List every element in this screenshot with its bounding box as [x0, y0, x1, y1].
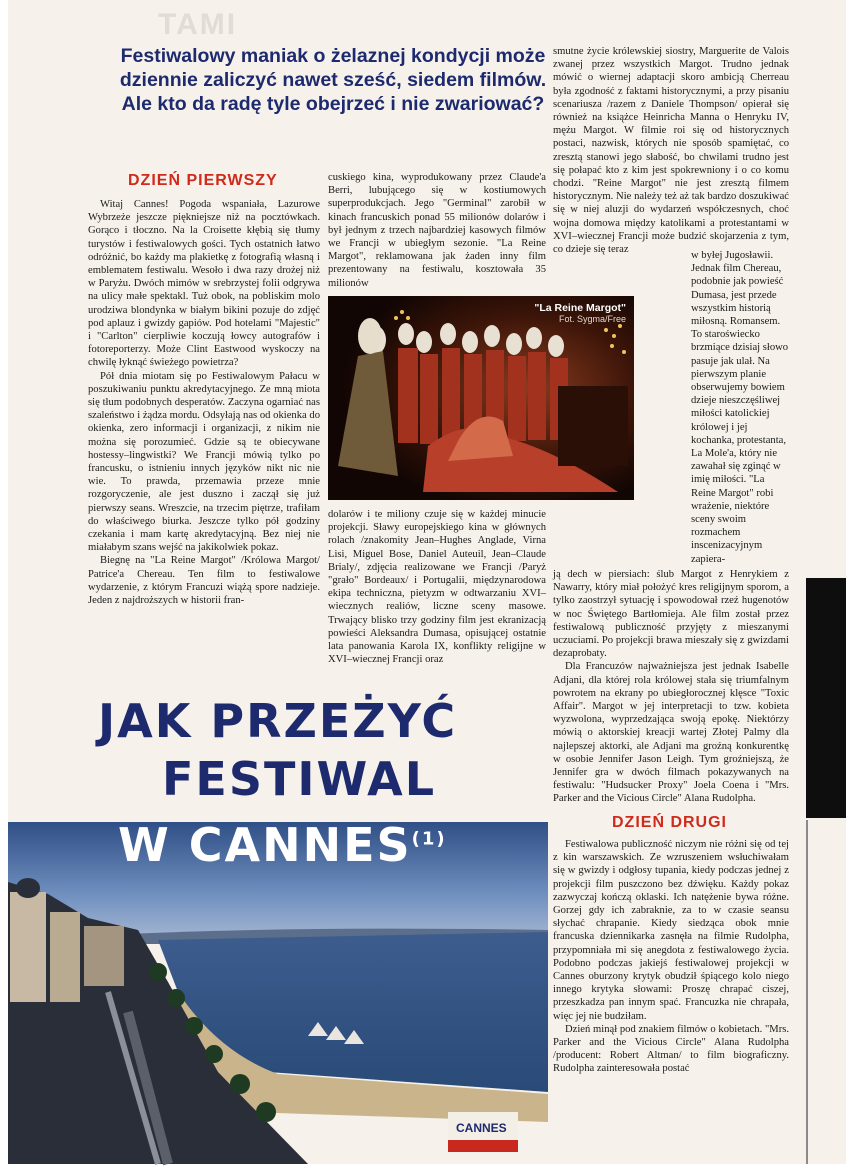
main-headline [98, 692, 548, 808]
article-column-3-bottom [553, 838, 789, 1094]
headline-line-3-text: W CANNES [118, 818, 412, 872]
paragraph: smutne życie królewskiej siostry, Marguerite de Valois zwanej przez wszystkich Margot. Trudno jednak mówić o wiernej adaptacji skoro ambicją Cherreau była zgodność z faktami historycznymi, a przy pisaniu scenariusza /razem z Daniele Thompson/ opierał się również na książce Heinricha Manna o Henryku IV, mężu Margot. W filmie roi się od historycznych postaci, nazwisk, których nie sposób spamiętać, co zresztą stanowi jego słabość, bo chwilami trudno jest się połapać kto z kim jest spokrewniony i o co komu chodzi. "Reine Margot" nie jest zresztą filmem historycznym. Nie należy też aż tak bardzo doszukiwać się w niej aluzji do wydarzeń współczesnych, choć wojna domowa między katolikami a protestantami w XVI–wiecznej Francji może budzić skojarzenia z tym, co dzieje się teraz [553, 46, 789, 256]
article-column-2-top [328, 171, 546, 289]
cannes-panorama-image [8, 822, 548, 1164]
article-column-3-middle [553, 568, 789, 806]
article-column-2-bottom [328, 508, 546, 680]
photo-caption [534, 302, 626, 324]
magazine-page [8, 0, 846, 1164]
article-column-1 [88, 198, 320, 680]
article-column-3-top [553, 45, 789, 256]
film-still-photo [328, 296, 634, 500]
footnote-marker: (1) [411, 828, 447, 850]
headline-line-1: JAK PRZEŻYĆ [98, 694, 458, 748]
page-edge-line [806, 820, 808, 1164]
paragraph: Dla Francuzów najważniejsza jest jednak Isabelle Adjani, dla której rola królowej stała się triumfalnym powrotem na ekrany po ubiegłorocznej klęsce "Toxic Affair". Margot w jej interpretacji to tzw. kobieta wyzwolona, wyprzedzająca swoją epokę. Niektórzy mówią o aktorskiej kreacji wartej Złotej Palmy dla najlepszej aktorki, ale Adjani ma groźną konkurentkę w osobie Jennifer Jason Leigh. Tym groźniejszą, że Jennifer gra w dwóch filmach pokazywanych na festiwalu: "Hudsucker Proxy" Joela Coena i "Mrs. Parker and the Vicious Circle" Alana Rudolpha. [553, 661, 789, 805]
photo-caption-title: "La Reine Margot" [534, 302, 626, 314]
paragraph: cuskiego kina, wyprodukowany przez Claude'a Berri, lubującego się w kostiumowych superprodukcjach. Jego "Germinal" zarobił w kinach francuskich ponad 55 milionów dolarów i był jednym z trzech najbardziej kasowych filmów we Francji w ubiegłym sezonie. "La Reine Margot", reklamowana jak żaden inny film prezentowany na festiwalu, kosztowała 35 milionów [328, 172, 546, 289]
paragraph: Festiwalowa publiczność niczym nie różni się od tej z kin warszawskich. Ze wzruszeniem wsłuchiwałam się w gwizdy i odgłosy tupania, kiedy podczas jednej z projekcji film puszczono bez dźwięku. Każdy pokaz zazwyczaj kończą oklaski. Ich natężenie bywa różne. Gorzej gdy ich zabraknie, za to w czasie seansu słychać chrapanie. Kiedy siedząca obok mnie francuska dziennikarka zasnęła na filmie Rudolpha, przypomniała mi się anegdota z festiwalowego życia. Podobno podczas jakiejś festiwalowej projekcji w Cannes oburzony krytyk obudził śpiącego kolo niego innego krytyka słowami: Proszę chrapać ciszej, przeszkadza pan innym spać. Francuzka nie chrapała, więc jej nie budziłam. [553, 839, 789, 1022]
paragraph: dolarów i te miliony czuje się w każdej minucie projekcji. Sławy europejskiego kina w głównych rolach /znakomity Jean–Hughes Anglade, Virna Lisi, Miguel Bose, Daniel Auteuil, Jean–Claude Brialy/, zdjęcia realizowane we Francji /Paryż "grało" Bordeaux/ i Portugalii, międzynarodowa ekipa techniczna, pietyzm w odtwarzaniu XVI–wiecznych realiów, liczne sceny masowe. Trwający blisko trzy godziny film jest ekranizacją powieści Aleksandra Dumasa, opisującej ostatnie lata panowania Karola IX, konflikty religijne w XVI–wiecznej Francji oraz [328, 509, 546, 666]
paragraph: ją dech w piersiach: ślub Margot z Henrykiem z Nawarry, który miał położyć kres religijnym sporom, a tylko zaostrzył sytuację i spowodował rzeź hugenotów w noc Świętego Bartłomieja. Ale film został przez festiwalową publiczność przyjęty z mieszanymi uczuciami. Po projekcji brawa mieszały się z gwizdami dezaprobaty. [553, 569, 789, 660]
film-still-image [328, 296, 634, 500]
section-title-day-one: DZIEŃ PIERWSZY [128, 172, 278, 189]
section-title-day-two: DZIEŃ DRUGI [612, 814, 727, 831]
cannes-panorama-photo [8, 822, 548, 1164]
cannes-billboard-text: CANNES [456, 1121, 507, 1135]
page-edge-black-bar [806, 578, 846, 818]
photo-credit: Fot. Sygma/Free [558, 314, 626, 324]
paragraph: Pół dnia miotam się po Festiwalowym Pałacu w poszukiwaniu punktu akredytacyjnego. Ze mną miota się tłum podobnych desperatów. Zaczyna ogarniać nas szaleństwo i żądza mordu. Odsyłają nas od okienka do okienka, zero informacji i organizacji, z nikim nie można się porozumieć. Gdzie są te obiecywane hostessy–lingwistki? We Francji mówią tylko po francusku, o istnieniu innych języków nikt nic nie wie. To prawda, przemawia przeze mnie rozgoryczenie, ale jest duszno i zaczął się już pierwszy seans. Wreszcie, na trzecim piętrze, trafiłam do właściwego biurka. Jeszcze tylko pół godziny czekania i mam kartę akredytacyjną. Bez niej nie miałabym szans wejść na jakikolwiek pokaz. [88, 370, 320, 554]
paragraph: w byłej Jugosławii. Jednak film Chereau, podobnie jak powieść Dumasa, jest przede wszystkim historią miłosną. Romansem. To staroświecko brzmiące dzisiaj słowo pasuje jak ulał. Na pierwszym planie obserwujemy bowiem dzieje nieszczęśliwej miłości katolickiej królowej i jej kochanka, protestanta, La Mole'a, który nie zawahał się zginąć w imię miłości. "La Reine Margot" robi wrażenie, niektóre sceny swoim rozmachem inscenizacyjnym zapiera- [691, 250, 789, 565]
headline-line-3 [118, 818, 447, 872]
headline-line-2: FESTIWAL [162, 752, 437, 806]
faded-header-text: TAMI [158, 8, 238, 41]
article-column-3-wrap [691, 249, 791, 565]
lead-paragraph: Festiwalowy maniak o żelaznej kondycji może dziennie zaliczyć nawet sześć, siedem filmów. Ale kto da radę tyle obejrzeć i nie zwariować? [119, 45, 547, 115]
paragraph: Dzień minął pod znakiem filmów o kobietach. "Mrs. Parker and the Vicious Circle" Alana Rudolpha /producent: Robert Altman/ to film biograficzny. Rudolpha zainteresowała postać [553, 1023, 789, 1075]
paragraph: Biegnę na "La Reine Margot" /Królowa Margot/ Patrice'a Chereau. Ten film to festiwalowe wydarzenie, z którym Francuzi wiążą spore nadzieje. Jeden z najdroższych w historii fran- [88, 555, 320, 607]
paragraph: Witaj Cannes! Pogoda wspaniała, Lazurowe Wybrzeże jeszcze piękniejsze niż na pocztówkach. Gorąco i tłoczno. Na la Croisette kłębią się tłumy turystów i festiwalowych gości. Tych ostatnich łatwo odróżnić, bo każdy ma plakietkę z fotografią własną i emblematem festiwalu. Wesoło i dwa razy drożej niż w Paryżu. Dwóch mimów w srebrzystej folii odgrywa na ulicy małe spektakl. Tuż obok, na pobliskim molo urodziwa blondynka w białym bikini pozuje do zdjęć pod aplauz i gwizdy gapiów. Pod hotelami "Majestic" i "Carlton" cierpliwie koczują łowcy autografów i fotoreporterzy. Może Clint Eastwood wyskoczy na chwilę łyknąć świeżego powietrza? [88, 199, 320, 369]
